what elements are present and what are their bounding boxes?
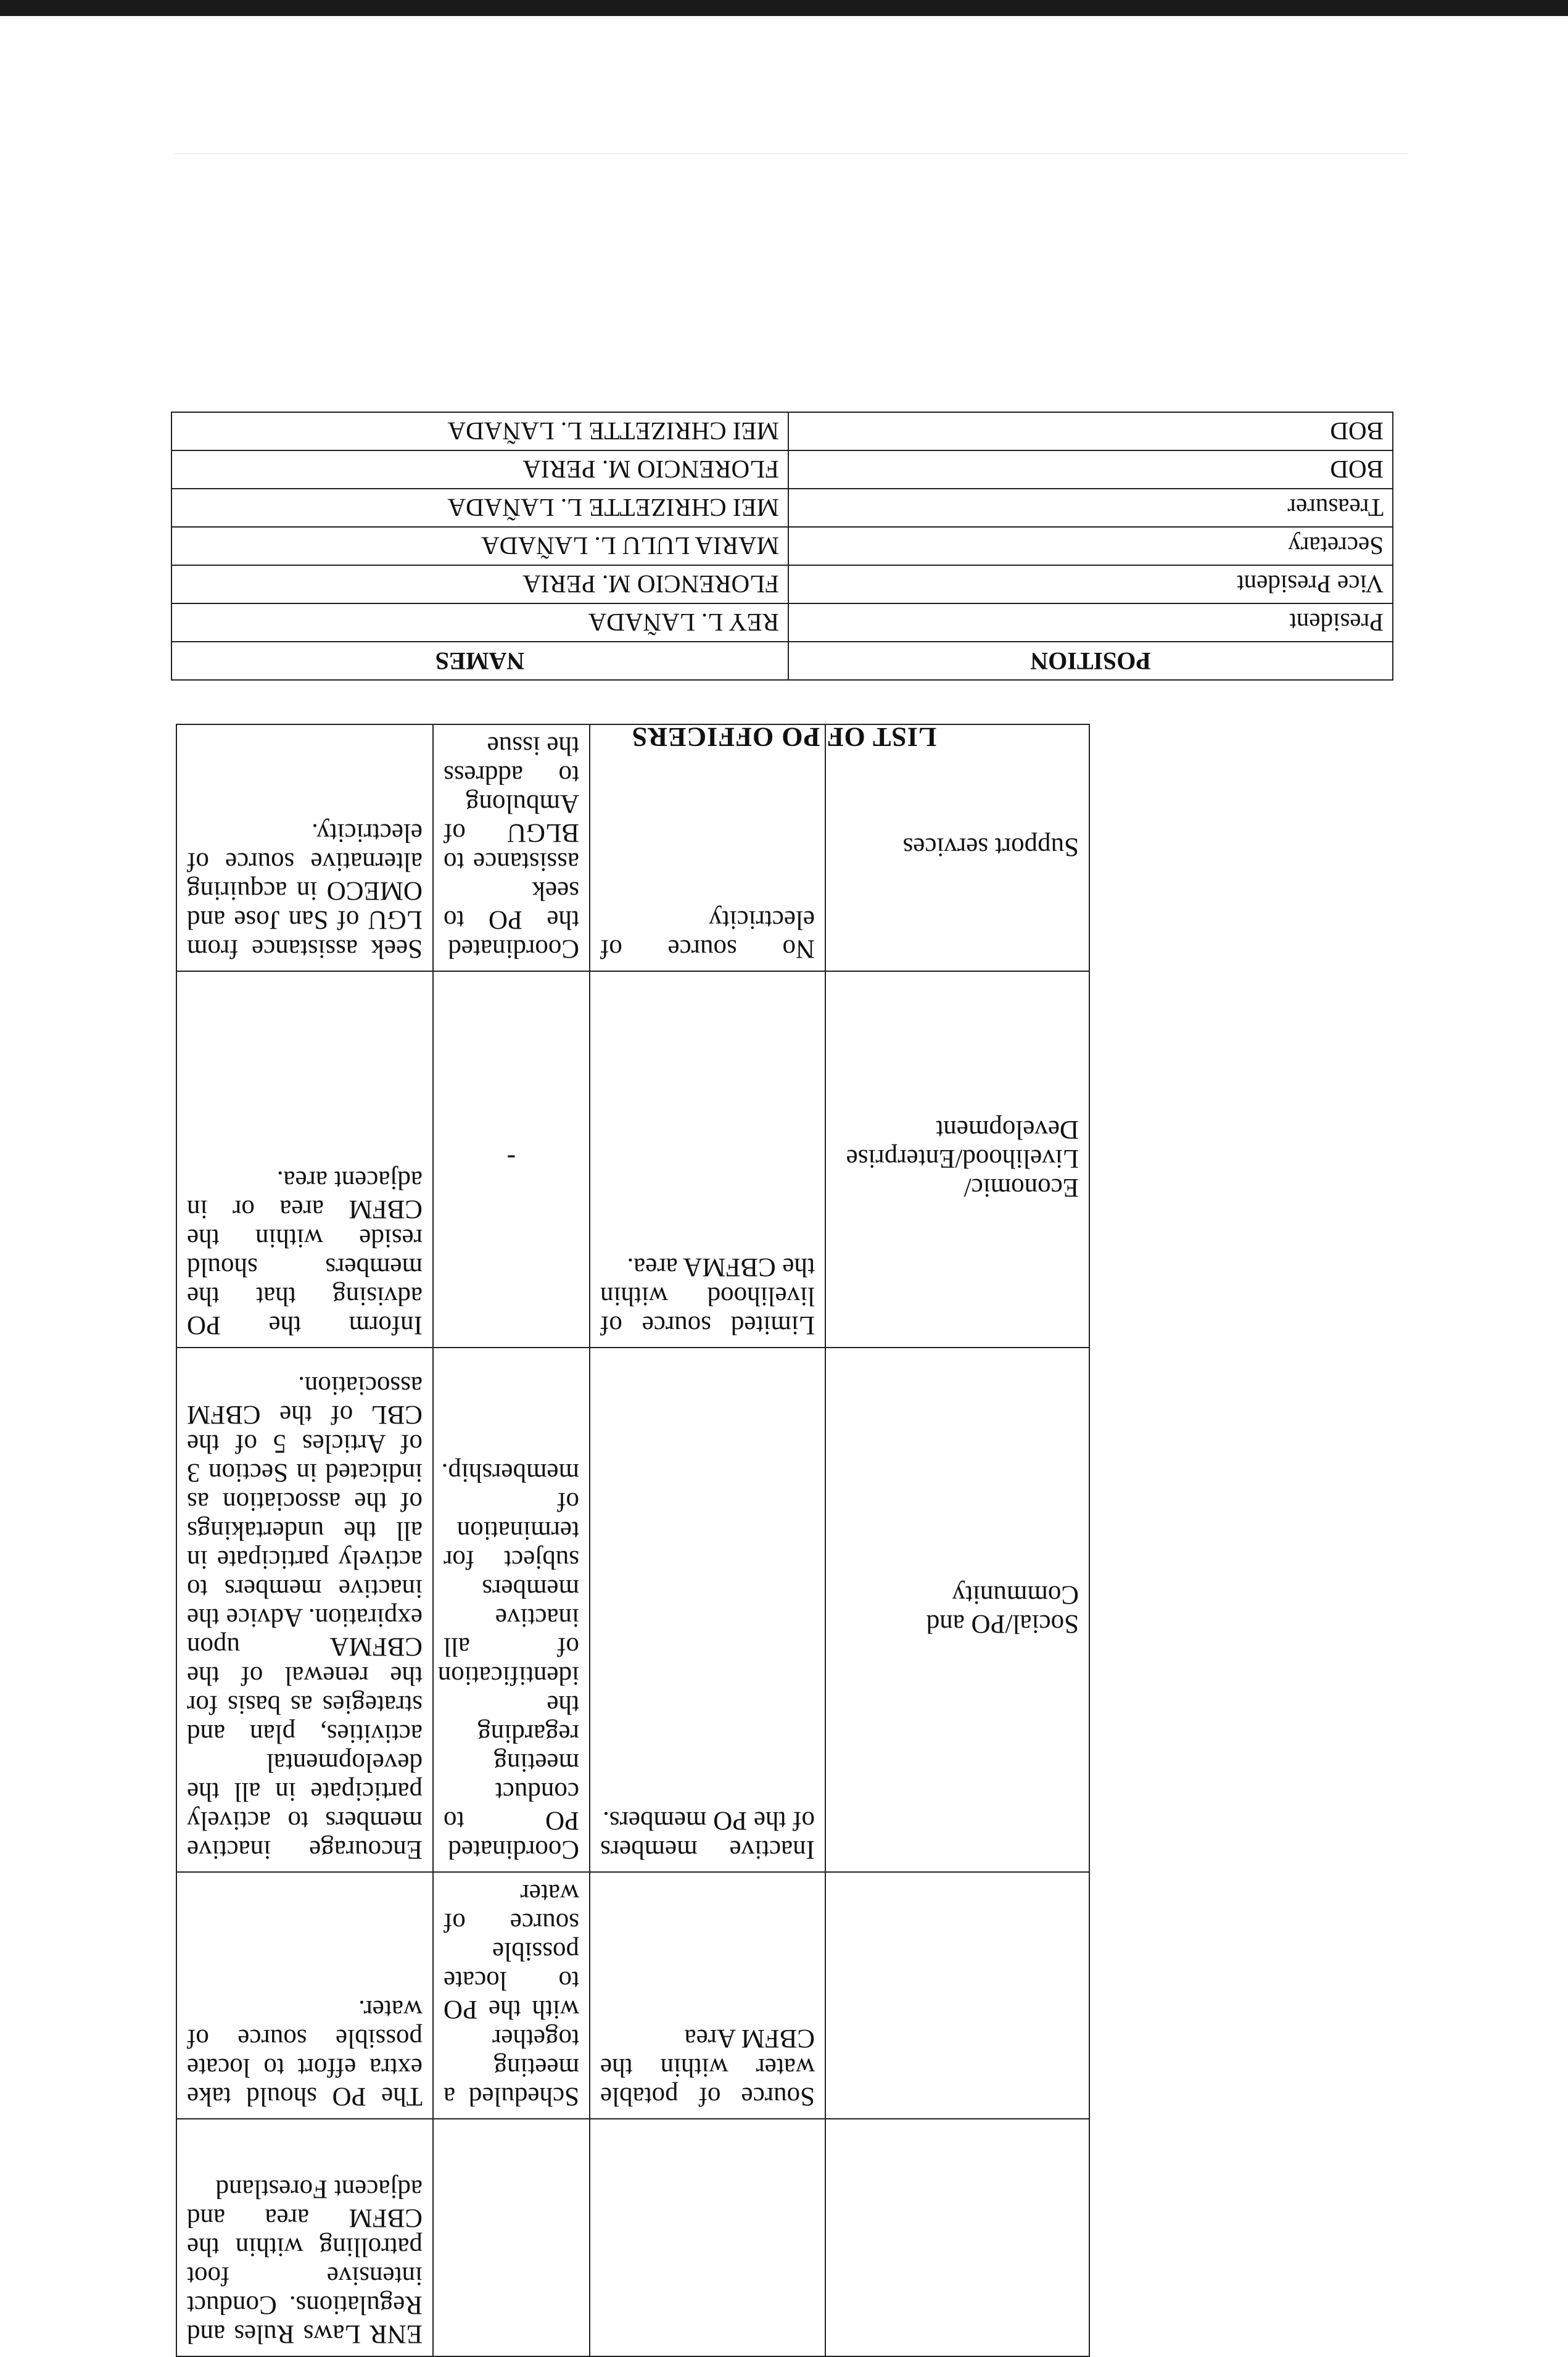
issues-actions-table (176, 724, 1090, 2357)
officers-table (171, 412, 1393, 681)
issue-cell: Source of potable water within the CBFM Area (590, 1872, 825, 2119)
aspect-cell (825, 2119, 1089, 2356)
officer-row (171, 565, 1393, 603)
scan-edge-strip (0, 0, 1568, 16)
officer-row (171, 412, 1393, 450)
aspect-cell: Social/PO and Community (825, 1348, 1089, 1872)
issue-cell: Limited source of livelihood within the CBFMA area. (590, 971, 825, 1348)
recommendation-cell: The PO should take extra effort to locate possible source of water. (176, 1872, 433, 2119)
recommendation-cell: Seek assistance from LGU of San Jose and OMECO in acquiring alternative source of electricity. (176, 724, 433, 971)
action-taken-cell: - (433, 971, 590, 1348)
officer-name: MEI CHRIZETTE L. LAÑADA (171, 489, 788, 527)
position-column-header: POSITION (788, 642, 1393, 680)
table-row (176, 971, 1089, 1348)
officers-header-row (171, 642, 1393, 680)
faint-scan-line (174, 153, 1408, 154)
officer-name: MARIA LULU L. LAÑADA (171, 527, 788, 565)
table-row (176, 724, 1089, 971)
officer-position: Vice President (788, 565, 1393, 603)
action-taken-cell: Coordinated PO to conduct meeting regarding the identification of all inactive members subject for termination of membership. (433, 1348, 590, 1872)
action-taken-cell (433, 2119, 590, 2356)
issue-cell (590, 2119, 825, 2356)
officer-name: FLORENCIO M. PERIA (171, 450, 788, 489)
table-row (176, 2119, 1089, 2356)
officer-row (171, 603, 1393, 642)
officer-name: MEI CHRIZETTE L. LAÑADA (171, 412, 788, 450)
aspect-cell: Economic/ Livelihood/Enterprise Development (825, 971, 1089, 1348)
officer-position: Secretary (788, 527, 1393, 565)
table-row (176, 1348, 1089, 1872)
officer-position: Treasurer (788, 489, 1393, 527)
issue-cell: Inactive members of the PO members. (590, 1348, 825, 1872)
officer-position: President (788, 603, 1393, 642)
recommendation-cell: Inform the PO advising that the members should reside within the CBFM area or in adjacent area. (176, 971, 433, 1348)
names-column-header: NAMES (171, 642, 788, 680)
action-taken-cell: Coordinated the PO to seek assistance to BLGU of Ambulong to address the issue (433, 724, 590, 971)
aspect-cell (825, 1872, 1089, 2119)
officer-name: FLORENCIO M. PERIA (171, 565, 788, 603)
recommendation-cell: ENR Laws Rules and Regulations. Conduct intensive foot patrolling within the CBFM area and adjacent Forestland (176, 2119, 433, 2356)
officer-row (171, 489, 1393, 527)
officer-name: REY L. LAÑADA (171, 603, 788, 642)
officer-row (171, 450, 1393, 489)
table-row (176, 1872, 1089, 2119)
issue-cell: No source of electricity (590, 724, 825, 971)
recommendation-cell: Encourage inactive members to actively participate in all the developmental activities, plan and strategies as basis for the renewal of the CBFMA upon expiration. Advice the inactive members to actively participate in all the undertakings of the association as indicated in Section 3 of Articles 5 of the CBL of the CBFM association. (176, 1348, 433, 1872)
officer-position: BOD (788, 412, 1393, 450)
officers-heading: LIST OF PO OFFICERS (631, 722, 937, 752)
officer-position: BOD (788, 450, 1393, 489)
action-taken-cell: Scheduled a meeting together with the PO to locate possible source of water (433, 1872, 590, 2119)
officer-row (171, 527, 1393, 565)
aspect-cell: Support services (825, 724, 1089, 971)
